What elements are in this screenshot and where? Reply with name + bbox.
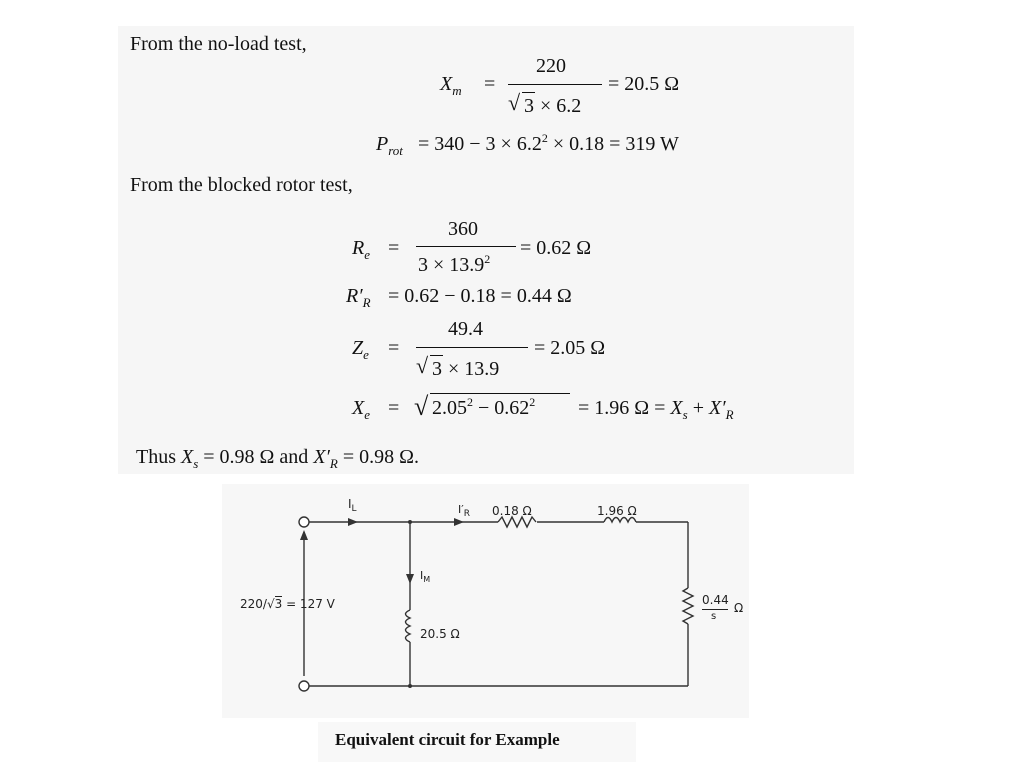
- load-unit: Ω: [734, 601, 744, 615]
- inductor-196: [604, 518, 636, 523]
- source-label: 220/√3 = 127 V: [240, 597, 335, 611]
- eq3-result: = 0.62 Ω: [520, 237, 592, 259]
- eq5-lhs: $Z_e$: [352, 337, 369, 362]
- eq1-numerator: 220: [536, 55, 566, 77]
- xm-label: 20.5 Ω: [420, 627, 460, 641]
- eq6-equals: =: [388, 397, 400, 419]
- eq1-den-rest: × 6.2: [540, 95, 582, 117]
- il-arrow: [348, 518, 358, 526]
- x1-label: 1.96 Ω: [597, 504, 637, 518]
- eq4-expression: = 0.62 − 0.18 = 0.44 Ω: [388, 285, 572, 307]
- eq1-den-radicand: 3: [524, 95, 534, 117]
- eq5-numerator: 49.4: [448, 318, 483, 340]
- eq6-lhs: $X_e$: [352, 397, 370, 422]
- il-label: $I_L$: [348, 497, 357, 514]
- eq1-radical-sign: √: [508, 90, 521, 115]
- r1-label: 0.18 Ω: [492, 504, 532, 518]
- eq3-lhs: $R_e$: [352, 237, 370, 262]
- eq5-den-rest: × 13.9: [448, 358, 500, 380]
- im-arrow: [406, 574, 414, 584]
- eq3-numerator: 360: [448, 218, 478, 240]
- ir-label: $I'_R$: [458, 503, 471, 519]
- im-label: $I_M$: [420, 569, 431, 584]
- heading-blocked-rotor: From the blocked rotor test,: [130, 174, 353, 196]
- terminal-bottom: [299, 681, 309, 691]
- eq1-result: = 20.5 Ω: [608, 73, 680, 95]
- eq2-expression: = $340 - 3 \times 6.2^2 \times 0.18 = 319$ W: [418, 131, 679, 155]
- load-denominator: s: [711, 611, 717, 622]
- load-numerator: 0.44: [702, 593, 729, 607]
- eq5-den-radicand: 3: [432, 358, 442, 380]
- eq1-equals: =: [484, 73, 496, 95]
- terminal-top: [299, 517, 309, 527]
- eq1-lhs: $X_m$: [440, 73, 462, 98]
- junction-bottom: [408, 684, 412, 688]
- eq6-radicand: $2.05^2 - 0.62^2$: [432, 395, 536, 419]
- junction-top: [408, 520, 412, 524]
- eq2-lhs: $P_{rot}$: [376, 133, 403, 158]
- heading-noload: From the no-load test,: [130, 33, 307, 55]
- eq3-equals: =: [388, 237, 400, 259]
- eq6-radical-sign: √: [414, 392, 429, 421]
- ir-arrow: [454, 518, 464, 526]
- figure-caption: Equivalent circuit for Example: [335, 730, 560, 749]
- eq5-equals: =: [388, 337, 400, 359]
- magnetizing-inductor: [406, 610, 411, 642]
- resistor-018: [498, 517, 536, 527]
- load-resistor: [683, 588, 693, 624]
- load-fraction-bar: [702, 609, 728, 610]
- eq5-radical-sign: √: [416, 353, 429, 378]
- eq5-result: = 2.05 Ω: [534, 337, 606, 359]
- conclusion-line: Thus $X_s = 0.98$ Ω and $X'_R = 0.98$ Ω.: [136, 446, 420, 471]
- eq6-result: = 1.96 $\Omega = X_s + X'_R$: [578, 397, 734, 422]
- eq3-denominator: $3 \times 13.9^2$: [418, 252, 491, 276]
- eq4-lhs: $R'_R$: [346, 285, 371, 310]
- voltage-arrow: [300, 530, 308, 540]
